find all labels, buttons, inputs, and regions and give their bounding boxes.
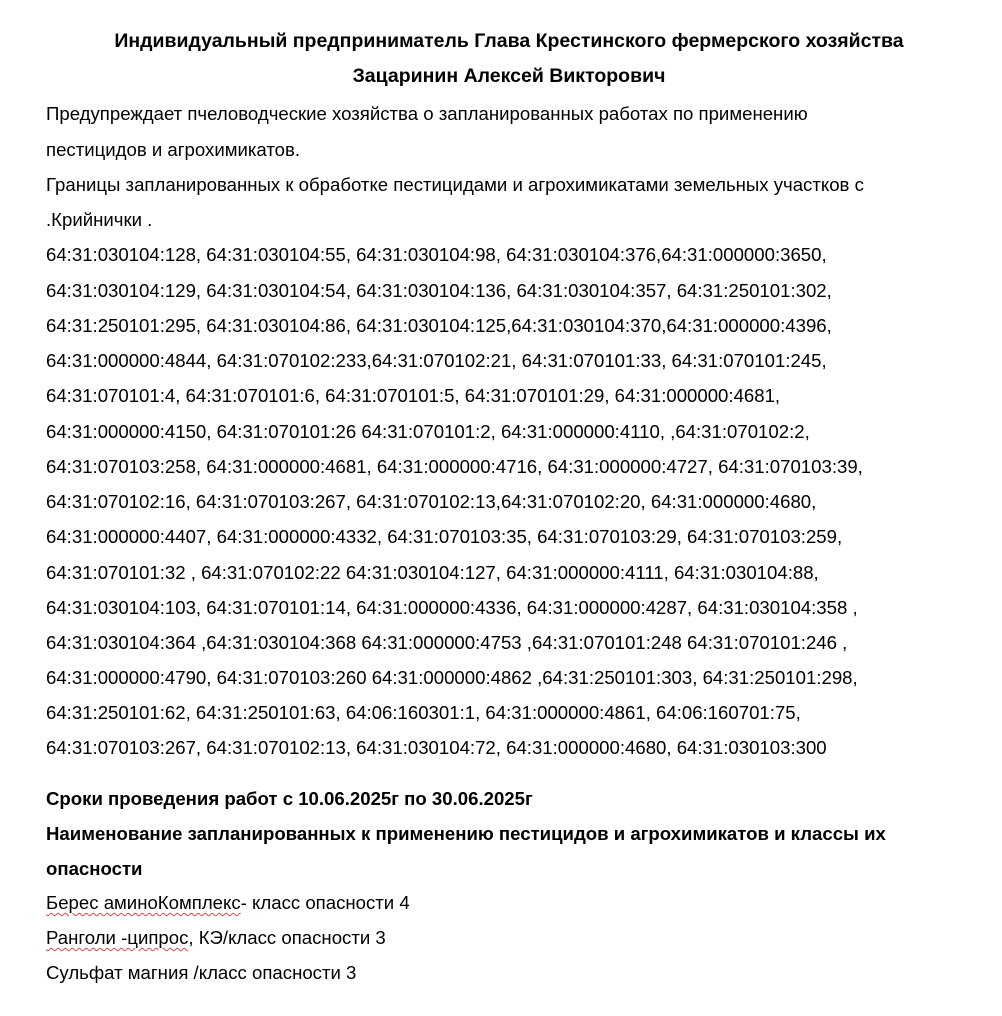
cadastral-line: 64:31:250101:62, 64:31:250101:63, 64:06:160301:1, 64:31:000000:4861, 64:06:160701:75, [46, 702, 801, 723]
products-heading-line-2: опасности [46, 858, 143, 879]
cadastral-line: 64:31:000000:4790, 64:31:070103:260 64:31:000000:4862 ,64:31:250101:303, 64:31:250101:298, [46, 667, 858, 688]
cadastral-line: 64:31:070102:16, 64:31:070103:267, 64:31:070102:13,64:31:070102:20, 64:31:000000:4680, [46, 491, 817, 512]
cadastral-line: 64:31:070103:267, 64:31:070102:13, 64:31:030104:72, 64:31:000000:4680, 64:31:030103:300 [46, 737, 827, 758]
product-class: , КЭ/класс опасности 3 [188, 927, 386, 948]
product-class: - класс опасности 4 [240, 892, 410, 913]
product-item [46, 961, 356, 985]
work-period: Сроки проведения работ с 10.06.2025г по 30.06.2025г [46, 788, 533, 809]
cadastral-line: 64:31:030104:364 ,64:31:030104:368 64:31:000000:4753 ,64:31:070101:248 64:31:070101:246 , [46, 632, 848, 653]
product-name: Ранголи -ципрос [46, 927, 189, 948]
intro-line-1: Предупреждает пчеловодческие хозяйства о запланированных работах по применению [46, 103, 808, 124]
product-name: Берес аминоКомплекс [46, 892, 241, 913]
document-title-line-2: Зацаринин Алексей Викторович [352, 65, 666, 87]
intro-line-3: Границы запланированных к обработке пестицидами и агрохимикатами земельных участков с [46, 174, 864, 195]
product-class: Сульфат магния /класс опасности 3 [46, 962, 357, 983]
product-item [46, 926, 386, 950]
cadastral-line: 64:31:070101:32 , 64:31:070102:22 64:31:030104:127, 64:31:000000:4111, 64:31:030104:88, [46, 562, 819, 583]
products-heading-line-1: Наименование запланированных к применению пестицидов и агрохимикатов и классы их [46, 823, 886, 844]
cadastral-line: 64:31:070103:258, 64:31:000000:4681, 64:31:000000:4716, 64:31:000000:4727, 64:31:070103:39, [46, 456, 863, 477]
cadastral-line: 64:31:000000:4407, 64:31:000000:4332, 64:31:070103:35, 64:31:070103:29, 64:31:070103:259, [46, 526, 843, 547]
document-title-line-1: Индивидуальный предприниматель Глава Крестинского фермерского хозяйства [114, 30, 904, 52]
cadastral-line: 64:31:030104:128, 64:31:030104:55, 64:31:030104:98, 64:31:030104:376,64:31:000000:3650, [46, 244, 827, 265]
cadastral-line: 64:31:250101:295, 64:31:030104:86, 64:31:030104:125,64:31:030104:370,64:31:000000:4396, [46, 315, 832, 336]
product-item [46, 891, 410, 915]
cadastral-line: 64:31:070101:4, 64:31:070101:6, 64:31:070101:5, 64:31:070101:29, 64:31:000000:4681, [46, 385, 781, 406]
cadastral-line: 64:31:030104:103, 64:31:070101:14, 64:31:000000:4336, 64:31:000000:4287, 64:31:030104:358 , [46, 597, 858, 618]
cadastral-line: 64:31:030104:129, 64:31:030104:54, 64:31:030104:136, 64:31:030104:357, 64:31:250101:302, [46, 280, 832, 301]
cadastral-line: 64:31:000000:4844, 64:31:070102:233,64:31:070102:21, 64:31:070101:33, 64:31:070101:245, [46, 350, 827, 371]
intro-line-4: .Крийнички . [46, 209, 153, 230]
intro-line-2: пестицидов и агрохимикатов. [46, 139, 301, 160]
cadastral-line: 64:31:000000:4150, 64:31:070101:26 64:31:070101:2, 64:31:000000:4110, ,64:31:070102:2, [46, 421, 810, 442]
